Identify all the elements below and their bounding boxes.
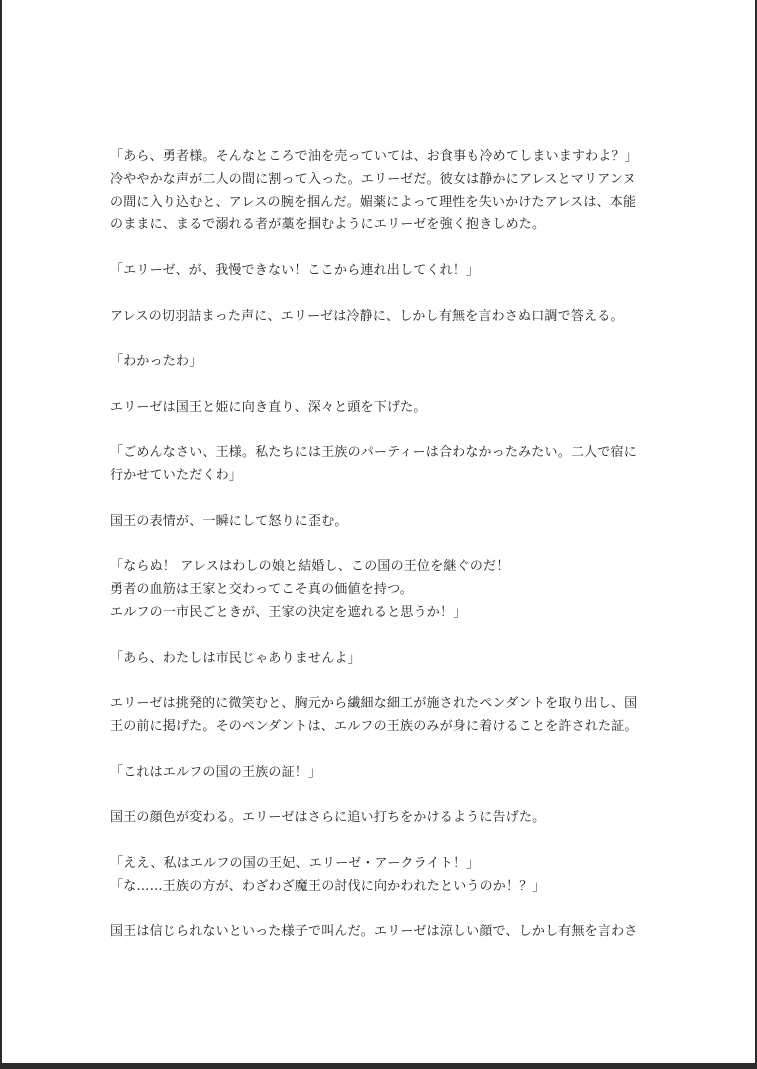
text-line: 「ならぬ！ アレスはわしの娘と結婚し、この国の王位を継ぐのだ！ [110, 559, 510, 575]
text-line: 国王の顔色が変わる。エリーゼはさらに追い打ちをかけるように告げた。 [110, 810, 546, 826]
paragraph [110, 511, 670, 534]
text-line: エリーゼは国王と姫に向き直り、深々と頭を下げた。 [110, 399, 427, 415]
text-line: 「な……王族の方が、わざわざ魔王の討伐に向かわれたというのか！？」 [110, 878, 546, 894]
document-body [110, 146, 670, 967]
text-line: 「エリーゼ、が、我慢できない！ここから連れ出してくれ！」 [110, 262, 480, 278]
paragraph [110, 693, 670, 739]
paragraph [110, 146, 670, 237]
paragraph [110, 351, 670, 374]
paragraph [110, 762, 670, 785]
text-line: 国王は信じられないといった様子で叫んだ。エリーゼは涼しい顔で、しかし有無を言わさ [110, 924, 638, 940]
text-line: 国王の表情が、一瞬にして怒りに歪む。 [110, 513, 348, 529]
text-line: エルフの一市民ごときが、王家の決定を遮れると思うか！」 [110, 604, 467, 620]
paragraph [110, 807, 670, 830]
text-line: 「あら、わたしは市民じゃありませんよ」 [110, 650, 361, 666]
text-line: のままに、まるで溺れる者が藁を掴むようにエリーゼを強く抱きしめた。 [110, 217, 546, 233]
document-page [2, 0, 755, 1063]
text-line: 「ごめんなさい、王様。私たちには王族のパーティーは合わなかったみたい。二人で宿に [110, 445, 637, 461]
paragraph [110, 853, 670, 899]
paragraph [110, 648, 670, 671]
paragraph [110, 306, 670, 329]
text-line: アレスの切羽詰まった声に、エリーゼは冷静に、しかし有無を言わさぬ口調で答える。 [110, 308, 624, 324]
text-line: 「これはエルフの国の王族の証！」 [110, 764, 322, 780]
text-line: の間に入り込むと、アレスの腕を掴んだ。媚薬によって理性を失いかけたアレスは、本能 [110, 194, 637, 210]
paragraph [110, 397, 670, 420]
text-line: エリーゼは挑発的に微笑むと、胸元から繊細な細工が施されたペンダントを取り出し、国 [110, 696, 638, 712]
paragraph [110, 921, 670, 944]
text-line: 「ええ、私はエルフの国の王妃、エリーゼ・アークライト！」 [110, 855, 480, 871]
paragraph [110, 556, 670, 624]
paragraph [110, 260, 670, 283]
text-line: 王の前に掲げた。そのペンダントは、エルフの王族のみが身に着けることを許された証。 [110, 718, 638, 734]
text-line: 勇者の血筋は王家と交わってこそ真の価値を持つ。 [110, 582, 413, 598]
text-line: 「わかったわ」 [110, 354, 203, 370]
text-line: 行かせていただくわ」 [110, 468, 243, 484]
text-line: 「あら、勇者様。そんなところで油を売っていては、お食事も冷めてしまいますわよ？」 [110, 149, 638, 164]
paragraph [110, 442, 670, 488]
text-line: 冷ややかな声が二人の間に割って入った。エリーゼだ。彼女は静かにアレスとマリアンヌ [110, 171, 636, 187]
